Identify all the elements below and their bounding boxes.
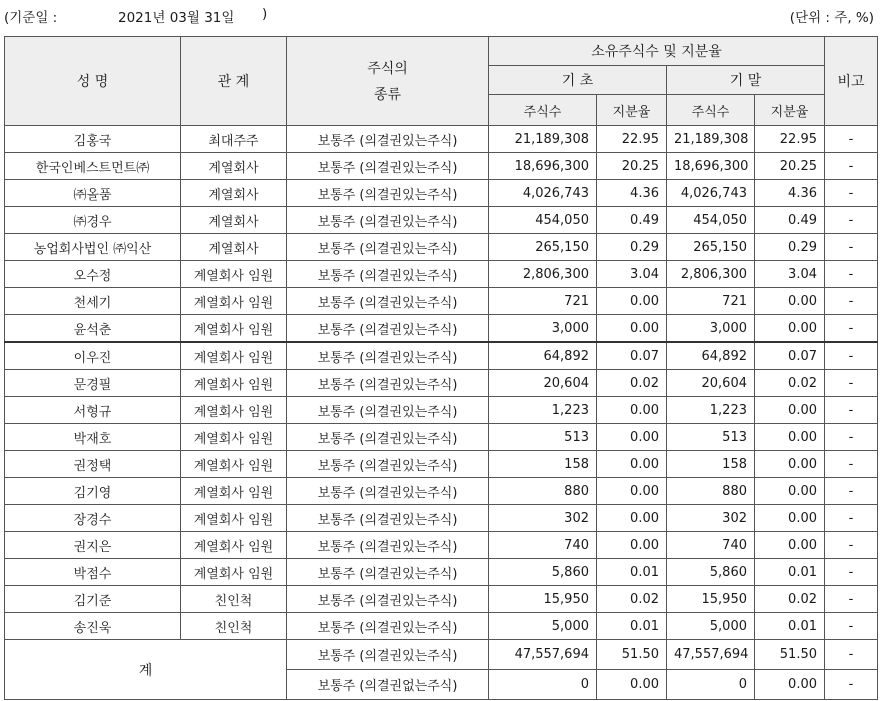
cell-end-ratio: 22.95 — [755, 126, 825, 153]
table-row — [5, 370, 878, 397]
cell-begin-shares: 3,000 — [489, 315, 597, 343]
cell-note: - — [825, 342, 878, 370]
cell-relation: 계열회사 — [181, 180, 287, 207]
cell-end-shares: 158 — [667, 451, 755, 478]
cell-stock-type: 보통주 (의결권있는주식) — [287, 180, 489, 207]
table-row — [5, 532, 878, 559]
total-end-shares: 47,557,694 — [667, 640, 755, 670]
header-begin-ratio: 지분율 — [597, 95, 667, 126]
cell-stock-type: 보통주 (의결권있는주식) — [287, 559, 489, 586]
cell-relation: 계열회사 임원 — [181, 397, 287, 424]
cell-end-ratio: 0.00 — [755, 315, 825, 343]
cell-end-ratio: 4.36 — [755, 180, 825, 207]
cell-end-shares: 880 — [667, 478, 755, 505]
cell-begin-shares: 265,150 — [489, 234, 597, 261]
cell-relation: 계열회사 임원 — [181, 559, 287, 586]
cell-end-ratio: 3.04 — [755, 261, 825, 288]
table-row — [5, 153, 878, 180]
cell-note: - — [825, 370, 878, 397]
table-row — [5, 424, 878, 451]
cell-stock-type: 보통주 (의결권있는주식) — [287, 288, 489, 315]
cell-end-shares: 1,223 — [667, 397, 755, 424]
total-stock-type: 보통주 (의결권있는주식) — [287, 640, 489, 670]
header-ending: 기 말 — [667, 66, 825, 95]
cell-end-ratio: 0.00 — [755, 505, 825, 532]
cell-name: 서형규 — [5, 397, 181, 424]
cell-relation: 계열회사 임원 — [181, 370, 287, 397]
cell-note: - — [825, 288, 878, 315]
header-line — [0, 0, 884, 32]
cell-name: 김홍국 — [5, 126, 181, 153]
cell-begin-shares: 5,000 — [489, 613, 597, 640]
cell-note: - — [825, 315, 878, 343]
cell-stock-type: 보통주 (의결권있는주식) — [287, 261, 489, 288]
cell-begin-ratio: 0.00 — [597, 424, 667, 451]
cell-stock-type: 보통주 (의결권있는주식) — [287, 451, 489, 478]
header-stock-type — [287, 37, 489, 126]
cell-end-ratio: 20.25 — [755, 153, 825, 180]
table-row — [5, 586, 878, 613]
cell-note: - — [825, 397, 878, 424]
header-begin-shares: 주식수 — [489, 95, 597, 126]
cell-stock-type: 보통주 (의결권있는주식) — [287, 126, 489, 153]
cell-begin-ratio: 0.49 — [597, 207, 667, 234]
cell-end-ratio: 0.00 — [755, 532, 825, 559]
cell-end-ratio: 0.00 — [755, 397, 825, 424]
cell-end-shares: 21,189,308 — [667, 126, 755, 153]
table-row — [5, 315, 878, 343]
cell-begin-shares: 158 — [489, 451, 597, 478]
cell-note: - — [825, 451, 878, 478]
table-row — [5, 397, 878, 424]
total-end-ratio: 51.50 — [755, 640, 825, 670]
cell-begin-ratio: 0.00 — [597, 315, 667, 343]
cell-end-shares: 2,806,300 — [667, 261, 755, 288]
cell-stock-type: 보통주 (의결권있는주식) — [287, 586, 489, 613]
total-begin-shares: 0 — [489, 670, 597, 700]
cell-name: 김기영 — [5, 478, 181, 505]
cell-name: ㈜올품 — [5, 180, 181, 207]
cell-note: - — [825, 126, 878, 153]
table-row — [5, 478, 878, 505]
header-name: 성 명 — [5, 37, 181, 126]
cell-note: - — [825, 559, 878, 586]
cell-relation: 친인척 — [181, 586, 287, 613]
cell-name: ㈜경우 — [5, 207, 181, 234]
cell-end-ratio: 0.49 — [755, 207, 825, 234]
total-end-shares: 0 — [667, 670, 755, 700]
cell-stock-type: 보통주 (의결권있는주식) — [287, 613, 489, 640]
cell-relation: 계열회사 임원 — [181, 532, 287, 559]
cell-end-ratio: 0.07 — [755, 342, 825, 370]
cell-begin-ratio: 0.07 — [597, 342, 667, 370]
cell-end-shares: 5,860 — [667, 559, 755, 586]
cell-note: - — [825, 424, 878, 451]
table-row — [5, 559, 878, 586]
cell-stock-type: 보통주 (의결권있는주식) — [287, 370, 489, 397]
cell-end-shares: 3,000 — [667, 315, 755, 343]
total-stock-type: 보통주 (의결권없는주식) — [287, 670, 489, 700]
header-note: 비고 — [825, 37, 878, 126]
cell-begin-ratio: 0.00 — [597, 505, 667, 532]
total-note: - — [825, 670, 878, 700]
cell-begin-ratio: 0.00 — [597, 532, 667, 559]
base-date: 2021년 03월 31일 — [118, 10, 235, 26]
cell-begin-ratio: 0.00 — [597, 478, 667, 505]
table-row — [5, 207, 878, 234]
shareholding-table — [4, 36, 878, 700]
cell-end-ratio: 0.29 — [755, 234, 825, 261]
cell-relation: 계열회사 — [181, 234, 287, 261]
cell-name: 장경수 — [5, 505, 181, 532]
cell-relation: 계열회사 임원 — [181, 342, 287, 370]
cell-begin-shares: 454,050 — [489, 207, 597, 234]
cell-name: 윤석춘 — [5, 315, 181, 343]
total-begin-shares: 47,557,694 — [489, 640, 597, 670]
cell-name: 권정택 — [5, 451, 181, 478]
cell-name: 김기준 — [5, 586, 181, 613]
header-stock-type-line1: 주식의 — [367, 61, 408, 77]
cell-name: 박재호 — [5, 424, 181, 451]
cell-name: 송진욱 — [5, 613, 181, 640]
cell-begin-ratio: 3.04 — [597, 261, 667, 288]
cell-relation: 계열회사 임원 — [181, 424, 287, 451]
cell-begin-ratio: 0.00 — [597, 288, 667, 315]
cell-end-shares: 18,696,300 — [667, 153, 755, 180]
table-row — [5, 451, 878, 478]
cell-stock-type: 보통주 (의결권있는주식) — [287, 478, 489, 505]
cell-name: 천세기 — [5, 288, 181, 315]
cell-begin-shares: 20,604 — [489, 370, 597, 397]
cell-stock-type: 보통주 (의결권있는주식) — [287, 153, 489, 180]
cell-note: - — [825, 478, 878, 505]
table-row — [5, 126, 878, 153]
cell-note: - — [825, 613, 878, 640]
header-ownership: 소유주식수 및 지분율 — [489, 37, 825, 66]
cell-name: 오수정 — [5, 261, 181, 288]
total-note: - — [825, 640, 878, 670]
base-date-label: (기준일 : — [4, 10, 58, 26]
base-date-close: ) — [262, 6, 268, 22]
cell-end-shares: 20,604 — [667, 370, 755, 397]
cell-stock-type: 보통주 (의결권있는주식) — [287, 397, 489, 424]
cell-begin-shares: 880 — [489, 478, 597, 505]
cell-begin-shares: 2,806,300 — [489, 261, 597, 288]
cell-end-shares: 64,892 — [667, 342, 755, 370]
cell-end-ratio: 0.00 — [755, 288, 825, 315]
cell-stock-type: 보통주 (의결권있는주식) — [287, 532, 489, 559]
cell-begin-shares: 5,860 — [489, 559, 597, 586]
cell-note: - — [825, 586, 878, 613]
total-begin-ratio: 0.00 — [597, 670, 667, 700]
cell-begin-ratio: 0.00 — [597, 397, 667, 424]
header-end-shares: 주식수 — [667, 95, 755, 126]
cell-name: 문경필 — [5, 370, 181, 397]
header-relation: 관 계 — [181, 37, 287, 126]
cell-begin-ratio: 4.36 — [597, 180, 667, 207]
cell-end-ratio: 0.02 — [755, 586, 825, 613]
cell-begin-ratio: 0.01 — [597, 559, 667, 586]
cell-begin-shares: 64,892 — [489, 342, 597, 370]
cell-end-ratio: 0.00 — [755, 451, 825, 478]
cell-note: - — [825, 153, 878, 180]
cell-relation: 계열회사 임원 — [181, 478, 287, 505]
cell-stock-type: 보통주 (의결권있는주식) — [287, 505, 489, 532]
cell-note: - — [825, 261, 878, 288]
total-end-ratio: 0.00 — [755, 670, 825, 700]
cell-relation: 계열회사 임원 — [181, 261, 287, 288]
cell-relation: 계열회사 임원 — [181, 288, 287, 315]
cell-begin-shares: 18,696,300 — [489, 153, 597, 180]
cell-relation: 계열회사 — [181, 153, 287, 180]
cell-note: - — [825, 207, 878, 234]
header-beginning: 기 초 — [489, 66, 667, 95]
cell-name: 농업회사법인 ㈜익산 — [5, 234, 181, 261]
cell-end-shares: 454,050 — [667, 207, 755, 234]
cell-name: 한국인베스트먼트㈜ — [5, 153, 181, 180]
cell-end-shares: 265,150 — [667, 234, 755, 261]
cell-relation: 계열회사 임원 — [181, 505, 287, 532]
cell-note: - — [825, 234, 878, 261]
header-end-ratio: 지분율 — [755, 95, 825, 126]
cell-stock-type: 보통주 (의결권있는주식) — [287, 315, 489, 343]
cell-name: 이우진 — [5, 342, 181, 370]
cell-relation: 계열회사 — [181, 207, 287, 234]
table-body — [5, 126, 878, 700]
cell-begin-shares: 740 — [489, 532, 597, 559]
cell-end-shares: 740 — [667, 532, 755, 559]
unit-label: (단위 : 주, %) — [789, 10, 874, 26]
cell-relation: 계열회사 임원 — [181, 315, 287, 343]
cell-note: - — [825, 505, 878, 532]
table-row — [5, 234, 878, 261]
cell-begin-ratio: 0.01 — [597, 613, 667, 640]
table-row — [5, 505, 878, 532]
cell-begin-ratio: 0.02 — [597, 370, 667, 397]
cell-begin-shares: 721 — [489, 288, 597, 315]
cell-begin-ratio: 0.00 — [597, 451, 667, 478]
cell-end-ratio: 0.02 — [755, 370, 825, 397]
table-row — [5, 613, 878, 640]
cell-relation: 계열회사 임원 — [181, 451, 287, 478]
table-row — [5, 261, 878, 288]
cell-name: 박점수 — [5, 559, 181, 586]
cell-begin-ratio: 0.02 — [597, 586, 667, 613]
cell-begin-ratio: 22.95 — [597, 126, 667, 153]
cell-end-shares: 513 — [667, 424, 755, 451]
table-row — [5, 342, 878, 370]
total-row — [5, 640, 878, 670]
cell-begin-ratio: 0.29 — [597, 234, 667, 261]
cell-stock-type: 보통주 (의결권있는주식) — [287, 234, 489, 261]
cell-begin-shares: 15,950 — [489, 586, 597, 613]
cell-end-ratio: 0.01 — [755, 559, 825, 586]
header-stock-type-line2: 종류 — [373, 87, 402, 103]
cell-begin-shares: 21,189,308 — [489, 126, 597, 153]
table-row — [5, 288, 878, 315]
total-begin-ratio: 51.50 — [597, 640, 667, 670]
cell-note: - — [825, 180, 878, 207]
cell-end-shares: 5,000 — [667, 613, 755, 640]
cell-begin-shares: 1,223 — [489, 397, 597, 424]
cell-relation: 친인척 — [181, 613, 287, 640]
table-row — [5, 180, 878, 207]
cell-relation: 최대주주 — [181, 126, 287, 153]
cell-begin-shares: 513 — [489, 424, 597, 451]
cell-end-ratio: 0.00 — [755, 424, 825, 451]
cell-note: - — [825, 532, 878, 559]
cell-begin-shares: 4,026,743 — [489, 180, 597, 207]
cell-stock-type: 보통주 (의결권있는주식) — [287, 342, 489, 370]
cell-end-shares: 302 — [667, 505, 755, 532]
cell-begin-shares: 302 — [489, 505, 597, 532]
cell-end-shares: 721 — [667, 288, 755, 315]
cell-end-shares: 4,026,743 — [667, 180, 755, 207]
cell-stock-type: 보통주 (의결권있는주식) — [287, 207, 489, 234]
cell-stock-type: 보통주 (의결권있는주식) — [287, 424, 489, 451]
total-label: 계 — [5, 640, 287, 700]
cell-end-shares: 15,950 — [667, 586, 755, 613]
cell-begin-ratio: 20.25 — [597, 153, 667, 180]
cell-name: 권지은 — [5, 532, 181, 559]
cell-end-ratio: 0.01 — [755, 613, 825, 640]
cell-end-ratio: 0.00 — [755, 478, 825, 505]
